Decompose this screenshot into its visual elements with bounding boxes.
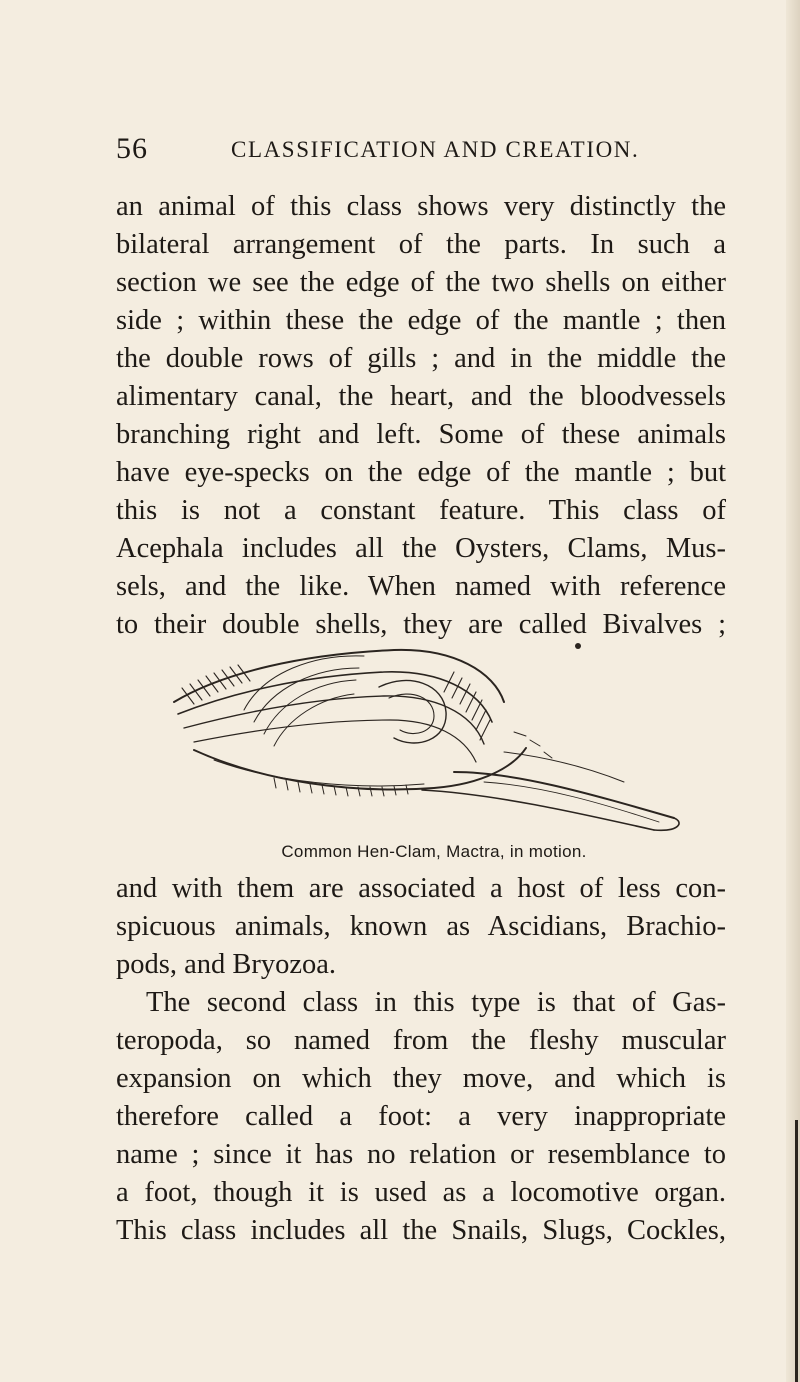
- page-number: 56: [116, 132, 148, 165]
- text-line: Acephala includes all the Oysters, Clams, Mus-: [116, 533, 726, 564]
- page-edge-shadow: [795, 1120, 798, 1382]
- text-line: have eye-specks on the edge of the mantle ; but: [116, 457, 726, 488]
- text-line: sels, and the like. When named with reference: [116, 571, 726, 602]
- text-line: to their double shells, they are called Bivalves ;: [116, 609, 726, 640]
- text-line: The second class in this type is that of Gas-: [146, 987, 726, 1018]
- running-title: CLASSIFICATION AND CREATION.: [231, 137, 640, 162]
- text-line: section we see the edge of the two shells on either: [116, 267, 726, 298]
- text-line: and with them are associated a host of less con-: [116, 873, 726, 904]
- text-line: expansion on which they move, and which is: [116, 1063, 726, 1094]
- text-line: the double rows of gills ; and in the middle the: [116, 343, 726, 374]
- text-line: alimentary canal, the heart, and the bloodvessels: [116, 381, 726, 412]
- text-line: this is not a constant feature. This class of: [116, 495, 726, 526]
- text-line: teropoda, so named from the fleshy muscular: [116, 1025, 726, 1056]
- page-header: [116, 132, 726, 172]
- text-line: pods, and Bryozoa.: [116, 949, 337, 980]
- text-line: side ; within these the edge of the mantle ; then: [116, 305, 726, 336]
- text-line: bilateral arrangement of the parts. In such a: [116, 229, 726, 260]
- text-line: This class includes all the Snails, Slugs, Cockles,: [116, 1215, 726, 1246]
- mark-dot: [575, 643, 581, 649]
- text-line: a foot, though it is used as a locomotive organ.: [116, 1177, 726, 1208]
- paragraph-3: [116, 984, 726, 1250]
- paragraph-1: [116, 188, 726, 644]
- text-line: therefore called a foot: a very inappropriate: [116, 1101, 726, 1132]
- text-line: an animal of this class shows very distinctly the: [116, 191, 726, 222]
- hen-clam-illustration: [154, 632, 700, 837]
- figure-caption: Common Hen-Clam, Mactra, in motion.: [281, 842, 587, 861]
- clam-figure: [154, 632, 700, 861]
- text-line: name ; since it has no relation or resemblance to: [116, 1139, 726, 1170]
- text-line: spicuous animals, known as Ascidians, Brachio-: [116, 911, 726, 942]
- text-line: branching right and left. Some of these animals: [116, 419, 726, 450]
- paragraph-2: [116, 870, 726, 984]
